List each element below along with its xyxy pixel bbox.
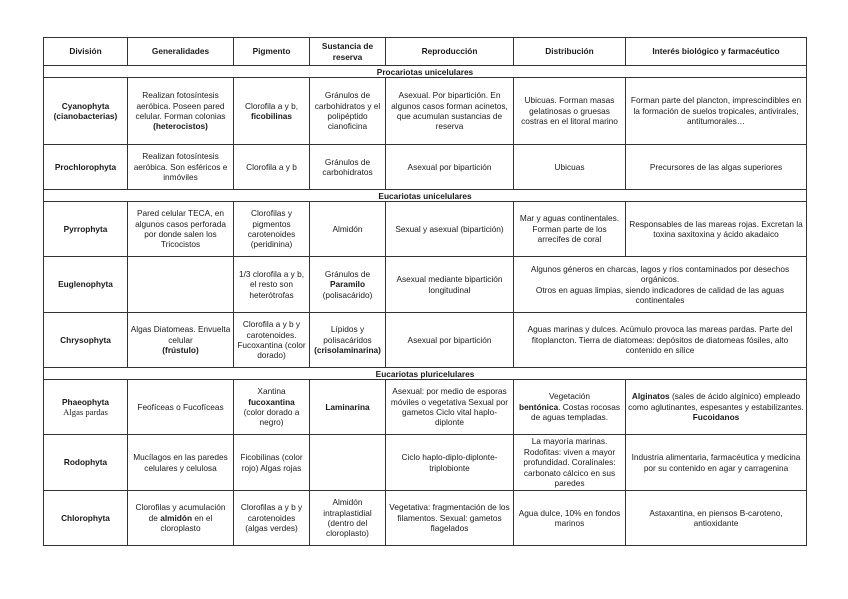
header-pigmento: Pigmento xyxy=(234,38,310,66)
generalidades-cell xyxy=(128,78,234,145)
generalidades-cell: Realizan fotosíntesis aeróbica. Son esféricos e inmóviles xyxy=(128,145,234,190)
distribucion-text: Vegetación xyxy=(548,391,591,402)
pigmento-cell: Ficobilinas (color rojo) Algas rojas xyxy=(234,435,310,491)
header-reserva: Sustancia de reserva xyxy=(310,38,386,66)
section-eucariotas-unicelulares: Eucariotas unicelulares xyxy=(44,190,807,202)
distribucion-cell: Ubicuas. Forman masas gelatinosas o gruesas costras en el litoral marino xyxy=(514,78,626,145)
table-row-cyanophyta xyxy=(44,78,807,145)
distribucion-interes-cell xyxy=(514,257,807,313)
section-eucariotas-pluricelulares: Eucariotas pluricelulares xyxy=(44,368,807,380)
table-row-prochlorophyta xyxy=(44,145,807,190)
reserva-cell: Almidón intraplastidial (dentro del cloroplasto) xyxy=(310,491,386,546)
table-row-chrysophyta xyxy=(44,313,807,368)
reproduccion-cell: Asexual: por medio de esporas móviles o vegetativa Sexual por gametos Ciclo vital haplo-diplonte xyxy=(386,380,514,435)
generalidades-text-post: en el cloroplasto xyxy=(160,512,213,534)
reproduccion-cell: Sexual y asexual (bipartición) xyxy=(386,202,514,257)
header-interes: Interés biológico y farmacéutico xyxy=(626,38,807,66)
generalidades-cell xyxy=(128,313,234,368)
division-cell: Chlorophyta xyxy=(44,491,128,546)
division-cell: Chrysophyta xyxy=(44,313,128,368)
generalidades-bold-text: almidón xyxy=(160,512,193,523)
generalidades-text: Realizan fotosíntesis aeróbica. Poseen pared celular. Forman colonias xyxy=(135,90,226,121)
generalidades-cell: Feofíceas o Fucofíceas xyxy=(128,380,234,435)
distribucion-interes-cell: Aguas marinas y dulces. Acúmulo provoca las mareas pardas. Parte del fitoplancton. Tierra de diatomeas: depósitos de diatomeas fósiles, alto contenido en sílice xyxy=(514,313,807,368)
pigmento-cell xyxy=(234,78,310,145)
pigmento-bold-text: ficobilinas xyxy=(250,111,293,121)
table-row-rodophyta xyxy=(44,435,807,491)
reproduccion-cell: Ciclo haplo-diplo-diplonte-triplobionte xyxy=(386,435,514,491)
reserva-cell xyxy=(310,257,386,313)
division-cell: Euglenophyta xyxy=(44,257,128,313)
header-reproduccion: Reproducción xyxy=(386,38,514,66)
distribucion-cell: La mayoría marinas. Rodofitas: viven a mayor profundidad. Coralinales: carbonato cálcico en sus paredes xyxy=(514,435,626,491)
generalidades-text: Clorofilas y acumulación de xyxy=(135,502,226,523)
division-cell: Rodophyta xyxy=(44,435,128,491)
division-name: Cyanophyta xyxy=(61,100,110,111)
reserva-bold-text: Paramilo xyxy=(329,279,366,290)
division-name: Phaeophyta xyxy=(61,396,110,407)
generalidades-cell: Mucílagos en las paredes celulares y celulosa xyxy=(128,435,234,491)
interes-text: (sales de ácido algínico) empleado como aglutinantes, espesantes y estabilizantes. xyxy=(628,391,804,412)
reserva-bold-text: (crisolaminarina) xyxy=(314,345,381,356)
distribucion-cell: Agua dulce, 10% en fondos marinos xyxy=(514,491,626,546)
distribucion-cell: Ubicuas xyxy=(514,145,626,190)
header-row xyxy=(44,38,807,66)
generalidades-cell xyxy=(128,257,234,313)
generalidades-cell xyxy=(128,491,234,546)
interes-cell xyxy=(626,380,807,435)
table-row-chlorophyta xyxy=(44,491,807,546)
division-cell: Pyrrophyta xyxy=(44,202,128,257)
reproduccion-cell: Asexual por bipartición xyxy=(386,313,514,368)
pigmento-cell: Clorofilas y pigmentos carotenoides (peridinina) xyxy=(234,202,310,257)
interes-bold-text-1: Alginatos xyxy=(631,391,670,402)
reserva-cell xyxy=(310,313,386,368)
table-row-phaeophyta xyxy=(44,380,807,435)
reserva-cell: Gránulos de carbohidratos xyxy=(310,145,386,190)
reserva-text: Gránulos de xyxy=(324,268,371,279)
distribucion-text-1: Algunos géneros en charcas, lagos y ríos contaminados por desechos orgánicos. xyxy=(530,263,790,285)
reserva-cell xyxy=(310,380,386,435)
division-cell: Prochlorophyta xyxy=(44,145,128,190)
section-row xyxy=(44,368,807,380)
section-row xyxy=(44,190,807,202)
pigmento-cell: Clorofila a y b y carotenoides. Fucoxantina (color dorado) xyxy=(234,313,310,368)
pigmento-text: Xantina xyxy=(257,386,286,397)
header-division: División xyxy=(44,38,128,66)
distribucion-text-2: Otros en aguas limpias, siendo indicadores de calidad de las aguas continentales xyxy=(535,284,785,305)
generalidades-bold-text: (frústulo) xyxy=(162,345,199,356)
distribucion-cell: Mar y aguas continentales. Forman parte de los arrecifes de coral xyxy=(514,202,626,257)
reproduccion-cell: Asexual. Por bipartición. En algunos casos forman acinetos, que acumulan sustancias de reserva xyxy=(386,78,514,145)
table-row-pyrrophyta xyxy=(44,202,807,257)
distribucion-text-post: . Costas rocosas de aguas templadas. xyxy=(530,401,620,423)
interes-bold-text-2: Fucoidanos xyxy=(692,412,740,423)
interes-cell: Responsables de las mareas rojas. Excretan la toxina saxitoxina y ácido akadaico xyxy=(626,202,807,257)
pigmento-cell: Clorofilas a y b y carotenoides (algas verdes) xyxy=(234,491,310,546)
algae-classification-table xyxy=(43,37,807,546)
pigmento-cell xyxy=(234,380,310,435)
division-cell xyxy=(44,380,128,435)
interes-cell: Industria alimentaria, farmacéutica y medicina por su contenido en agar y carragenina xyxy=(626,435,807,491)
division-cell xyxy=(44,78,128,145)
reproduccion-cell: Vegetativa: fragmentación de los filamentos. Sexual: gametos flagelados xyxy=(386,491,514,546)
reserva-text-post: (polisacárido) xyxy=(322,289,373,300)
interes-cell: Astaxantina, en piensos B-caroteno, antioxidante xyxy=(626,491,807,546)
interes-cell: Forman parte del plancton, imprescindibles en la formación de suelos tropicales, antivirales, antitumorales… xyxy=(626,78,807,145)
distribucion-bold-text: bentónica xyxy=(519,401,559,412)
pigmento-cell: 1/3 clorofila a y b, el resto son heterótrofas xyxy=(234,257,310,313)
reproduccion-cell: Asexual mediante bipartición longitudinal xyxy=(386,257,514,313)
pigmento-cell: Clorofila a y b xyxy=(234,145,310,190)
generalidades-text: Algas Diatomeas. Envuelta celular xyxy=(130,324,231,345)
header-generalidades: Generalidades xyxy=(128,38,234,66)
distribucion-cell xyxy=(514,380,626,435)
division-subname: (cianobacterias) xyxy=(53,111,118,121)
interes-cell: Precursores de las algas superiores xyxy=(626,145,807,190)
table-row-euglenophyta xyxy=(44,257,807,313)
pigmento-text-post: (color dorado a negro) xyxy=(243,407,300,428)
reserva-cell xyxy=(310,435,386,491)
generalidades-bold-text: (heterocistos) xyxy=(153,121,208,132)
reserva-bold-text: Laminarina xyxy=(325,401,370,412)
reserva-cell: Gránulos de carbohidratos y el polipéptido cianoficina xyxy=(310,78,386,145)
section-row xyxy=(44,66,807,78)
pigmento-bold-text: fucoxantina xyxy=(248,396,295,407)
generalidades-cell: Pared celular TECA, en algunos casos perforada por donde salen los Tricocistos xyxy=(128,202,234,257)
header-distribucion: Distribución xyxy=(514,38,626,66)
division-subname: Algas pardas xyxy=(63,407,108,417)
reserva-cell: Almidón xyxy=(310,202,386,257)
reproduccion-cell: Asexual por bipartición xyxy=(386,145,514,190)
section-procariotas: Procariotas unicelulares xyxy=(44,66,807,78)
pigmento-text: Clorofila a y b, xyxy=(244,100,299,111)
reserva-text: Lípidos y polisacáridos xyxy=(323,324,372,345)
